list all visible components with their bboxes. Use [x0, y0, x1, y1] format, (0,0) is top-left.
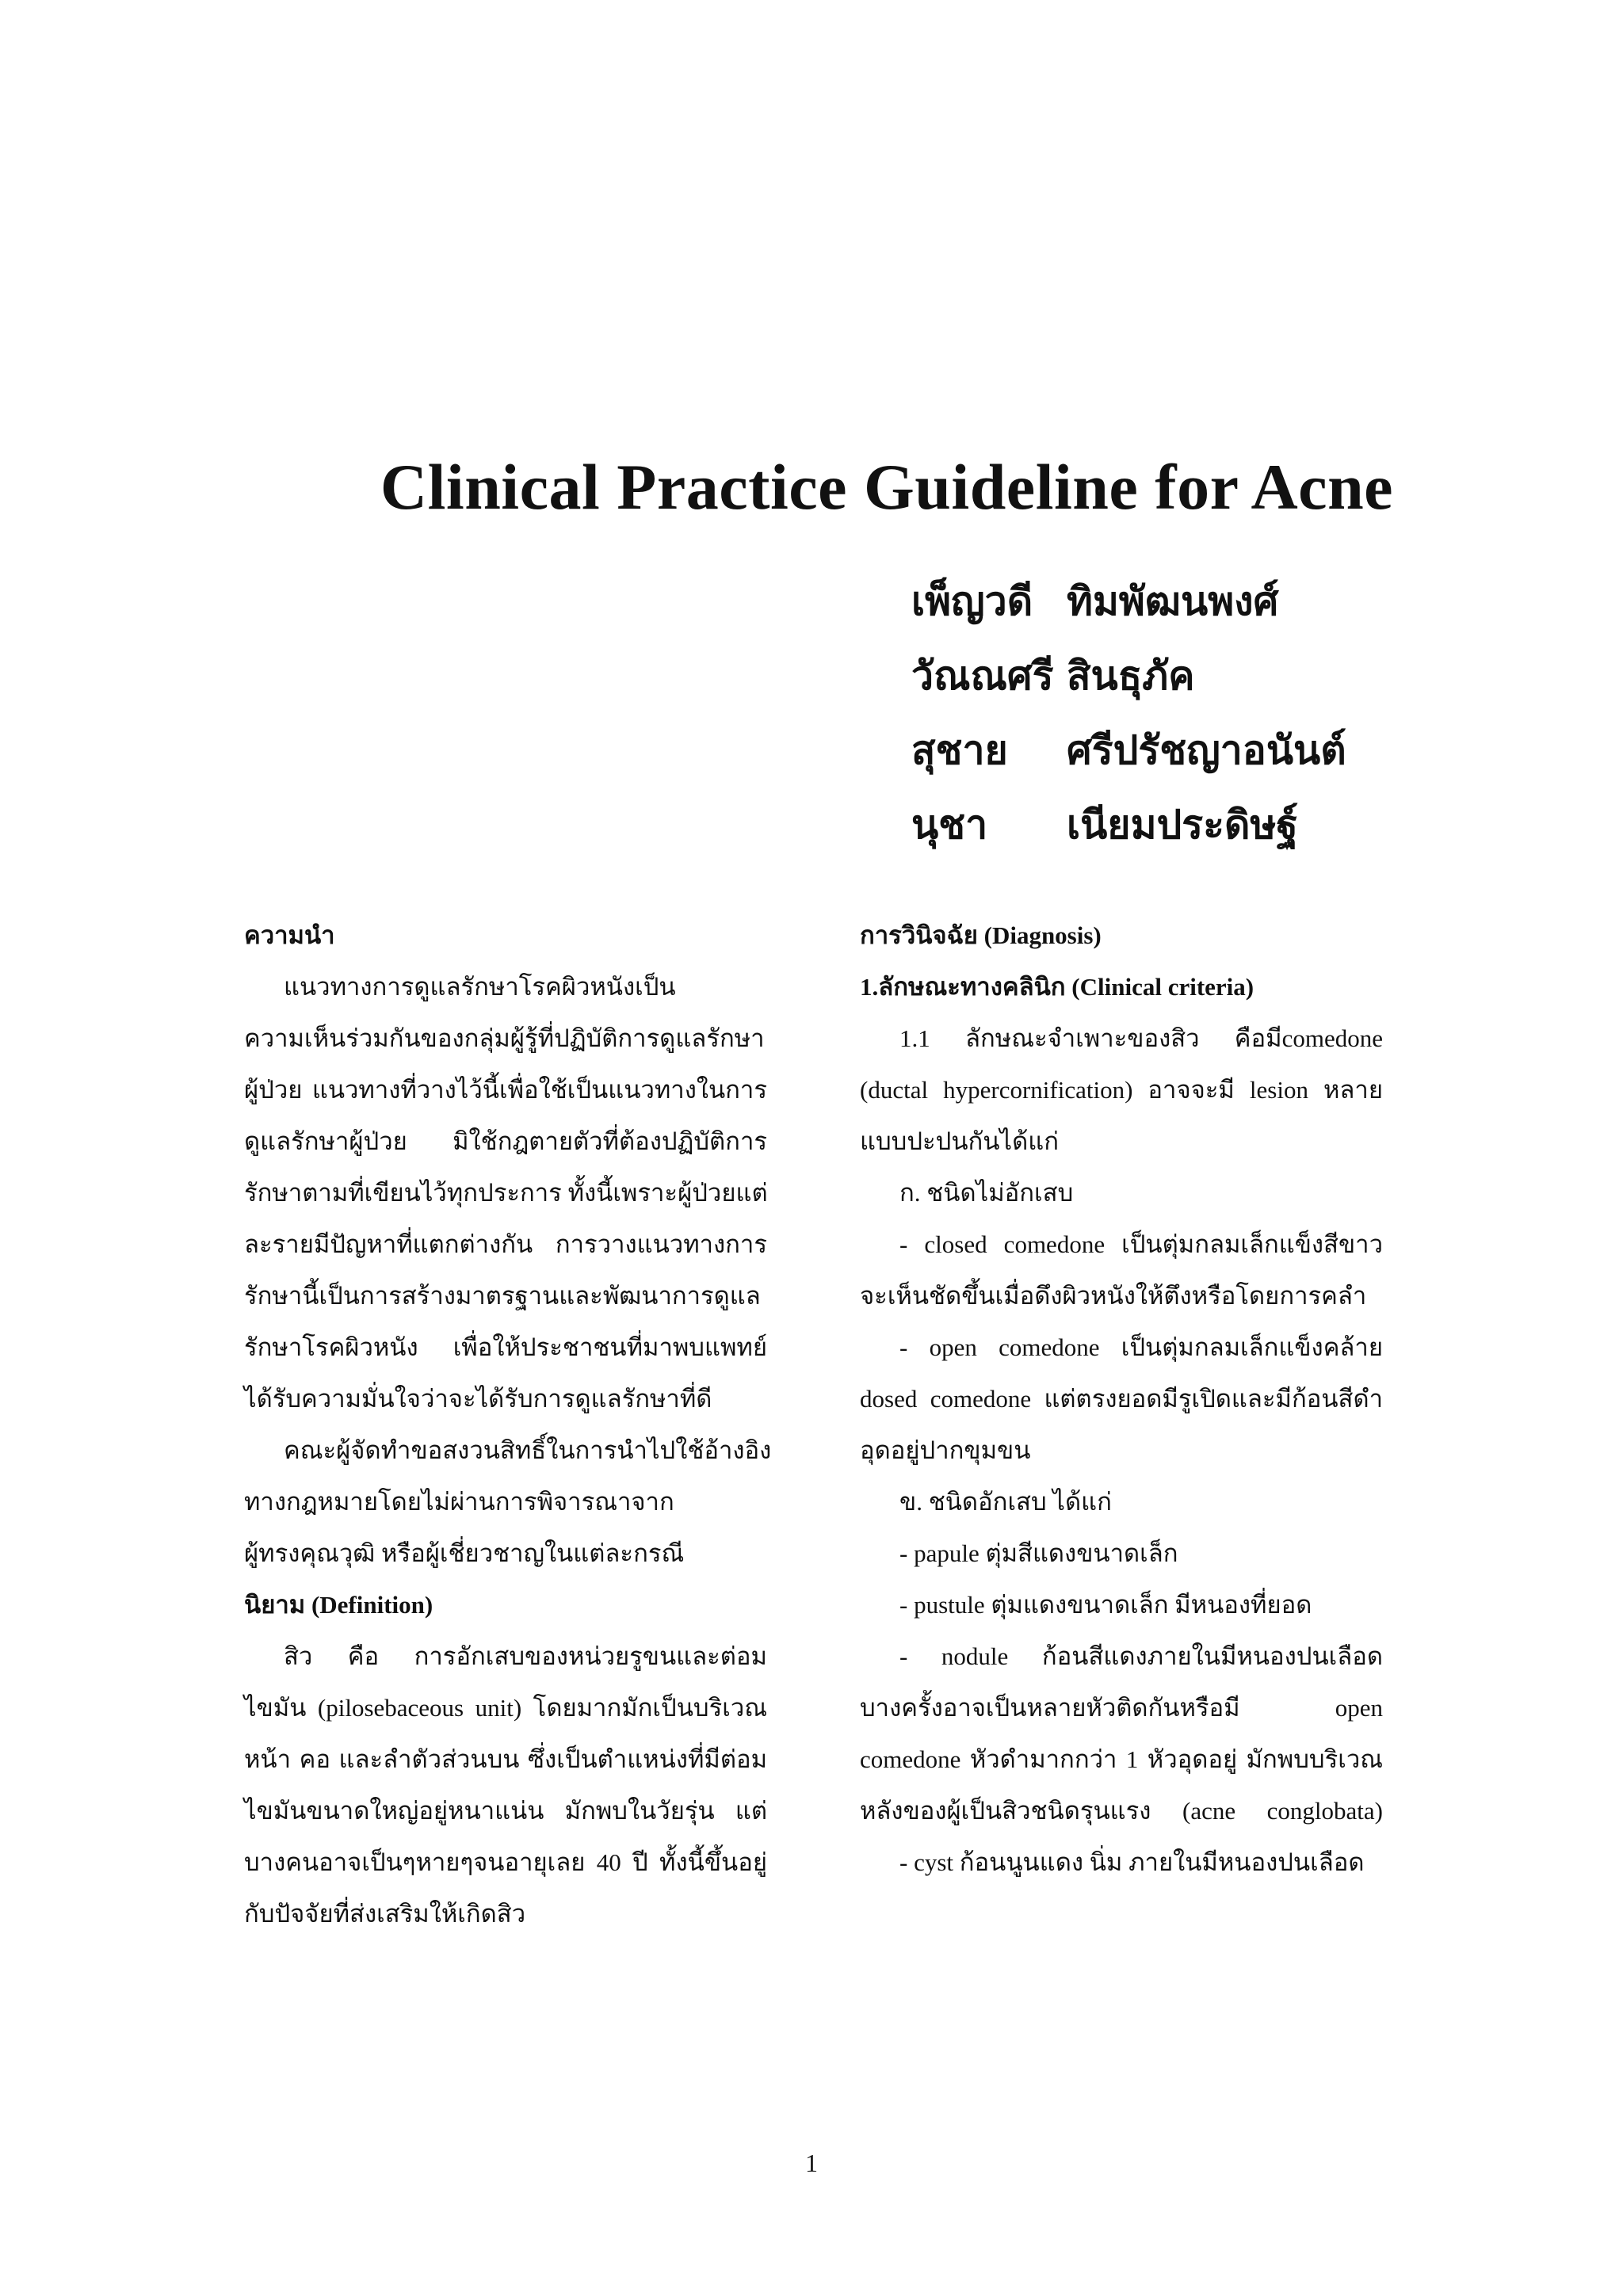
text-line: จะเห็นชัดขึ้นเมื่อดึงผิวหนังให้ตึงหรือโดยการคลำ — [860, 1282, 1367, 1310]
section-heading: 1.ลักษณะทางคลินิก (Clinical criteria) — [860, 973, 1254, 1001]
section-heading: นิยาม (Definition) — [244, 1591, 433, 1619]
text-line: กับปัจจัยที่ส่งเสริมให้เกิดสิว — [244, 1900, 526, 1928]
text-line: ผู้ทรงคุณวุฒิ หรือผู้เชี่ยวชาญในแต่ละกรณี — [244, 1539, 685, 1567]
text-line: ก. ชนิดไม่อักเสบ — [899, 1179, 1074, 1207]
author-row — [911, 713, 1346, 788]
author-first-name: นุชา — [911, 803, 988, 847]
text-line: รักษาโรคผิวหนัง เพื่อให้ประชาชนที่มาพบแพทย์ — [244, 1333, 767, 1361]
text-line: หน้า คอ และลำตัวส่วนบน ซึ่งเป็นตำแหน่งที่มีต่อม — [244, 1745, 767, 1773]
author-last-name: สินธุภัค — [1067, 654, 1195, 698]
text-line: แนวทางการดูแลรักษาโรคผิวหนังเป็น — [284, 973, 676, 1001]
text-line: อุดอยู่ปากขุมขน — [860, 1436, 1031, 1464]
text-line: - open comedone เป็นตุ่มกลมเล็กแข็งคล้าย — [899, 1333, 1383, 1361]
text-line: comedone หัวดำมากกว่า 1 หัวอุดอยู่ มักพบบริเวณ — [860, 1745, 1383, 1773]
author-last-name: ทิมพัฒนพงศ์ — [1067, 579, 1279, 624]
text-line: ความเห็นร่วมกันของกลุ่มผู้รู้ที่ปฏิบัติการดูแลรักษา — [244, 1024, 765, 1052]
text-line: dosed comedone แต่ตรงยอดมีรูเปิดและมีก้อนสีดำ — [860, 1385, 1383, 1413]
text-line: ได้รับความมั่นใจว่าจะได้รับการดูแลรักษาที่ดี — [244, 1385, 712, 1413]
document-title: Clinical Practice Guideline for Acne — [380, 451, 1394, 523]
text-line: รักษาตามที่เขียนไว้ทุกประการ ทั้งนี้เพราะผู้ป่วยแต่ — [244, 1179, 768, 1207]
text-line: ไขมันขนาดใหญ่อยู่หนาแน่น มักพบในวัยรุ่น แต่ — [244, 1797, 767, 1825]
text-line: - closed comedone เป็นตุ่มกลมเล็กแข็งสีขาว — [899, 1230, 1383, 1258]
page-number: 1 — [805, 2149, 818, 2177]
text-line: ข. ชนิดอักเสบ ได้แก่ — [899, 1488, 1112, 1516]
text-line: - pustule ตุ่มแดงขนาดเล็ก มีหนองที่ยอด — [899, 1591, 1312, 1619]
text-line: ละรายมีปัญหาที่แตกต่างกัน การวางแนวทางการ — [244, 1230, 767, 1258]
author-first-name: เพ็ญวดี — [911, 579, 1033, 624]
author-row — [911, 639, 1346, 713]
text-line: บางคนอาจเป็นๆหายๆจนอายุเลย 40 ปี ทั้งนี้ขึ้นอยู่ — [244, 1848, 767, 1876]
author-last-name: เนียมประดิษฐ์ — [1067, 803, 1298, 847]
text-line: หลังของผู้เป็นสิวชนิดรุนแรง (acne conglobata) — [860, 1797, 1383, 1825]
text-line: ทางกฎหมายโดยไม่ผ่านการพิจารณาจาก — [244, 1488, 674, 1516]
text-line: - nodule ก้อนสีแดงภายในมีหนองปนเลือด — [899, 1642, 1383, 1670]
author-first-name: วัณณศรี — [911, 654, 1054, 698]
text-line: รักษานี้เป็นการสร้างมาตรฐานและพัฒนาการดูแล — [244, 1282, 761, 1310]
author-list — [911, 564, 1346, 862]
text-line: สิว คือ การอักเสบของหน่วยรูขนและต่อม — [284, 1642, 767, 1670]
text-line: (ductal hypercornification) อาจจะมี lesion หลาย — [860, 1076, 1383, 1104]
section-heading: ความนำ — [244, 921, 335, 949]
author-last-name: ศรีปรัชญาอนันต์ — [1067, 728, 1346, 772]
text-line: ไขมัน (pilosebaceous unit) โดยมากมักเป็นบริเวณ — [244, 1694, 767, 1722]
author-first-name: สุชาย — [911, 728, 1008, 772]
right-text-column — [860, 910, 1383, 1888]
left-text-column — [244, 910, 772, 1939]
text-line: ดูแลรักษาผู้ป่วย มิใช้กฎตายตัวที่ต้องปฏิบัติการ — [244, 1127, 767, 1155]
author-row — [911, 788, 1346, 862]
section-heading: การวินิจฉัย (Diagnosis) — [860, 921, 1102, 949]
text-line: ผู้ป่วย แนวทางที่วางไว้นี้เพื่อใช้เป็นแนวทางในการ — [244, 1076, 767, 1104]
text-line: แบบปะปนกันได้แก่ — [860, 1127, 1059, 1155]
text-line: คณะผู้จัดทำขอสงวนสิทธิ์ในการนำไปใช้อ้างอิง — [284, 1436, 772, 1464]
text-line: 1.1 ลักษณะจำเพาะของสิว คือมีcomedone — [899, 1024, 1383, 1052]
text-line: - papule ตุ่มสีแดงขนาดเล็ก — [899, 1539, 1178, 1567]
text-line: - cyst ก้อนนูนแดง นิ่ม ภายในมีหนองปนเลือด — [899, 1848, 1365, 1876]
text-line: บางครั้งอาจเป็นหลายหัวติดกันหรือมี open — [860, 1694, 1383, 1722]
author-row — [911, 564, 1346, 639]
